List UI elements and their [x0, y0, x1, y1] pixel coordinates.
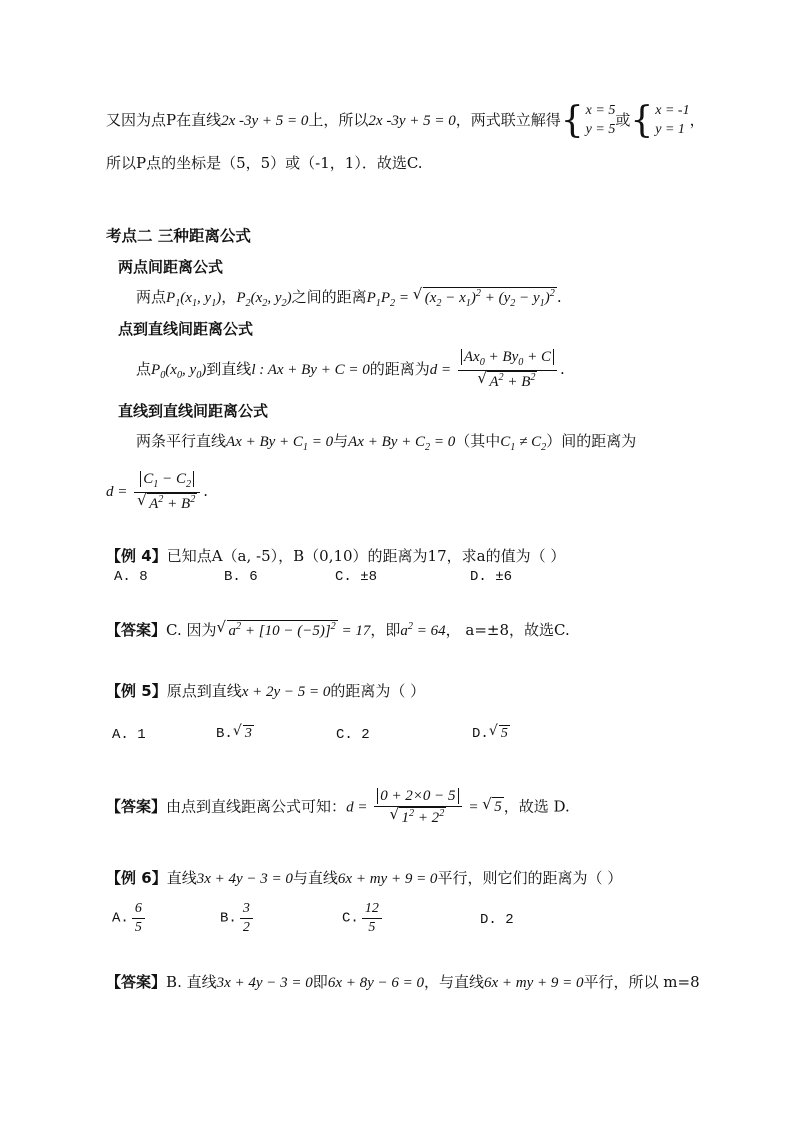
solution-conclusion: 所以P点的坐标是（5，5）或（-1，1）．故选C.	[106, 154, 423, 172]
point-line-distance-formula: 点$P_0(x_0$, $y_0$)到直线l : Ax + By + C = 0的距离为d = $Ax_0 + By_0 + C$ √ $A^2 + B^2$ .	[136, 349, 565, 390]
math-line-equation: 2x -3y + 5 = 0	[221, 112, 309, 129]
section-heading: 考点二 三种距离公式	[106, 227, 251, 245]
option-d: D. √ 5	[472, 723, 508, 742]
distance-fraction: $Ax_0 + By_0 + C$ √ $A^2 + B^2$	[458, 348, 557, 392]
system-brace: {	[630, 99, 654, 141]
sqrt-expression: √ $a^2 + [10 - (-5)]^2$	[216, 618, 336, 639]
example-5-question: 【例 5】原点到直线x + 2y − 5 = 0的距离为（ ）	[106, 682, 426, 700]
subsection-title-line-line: 直线到直线间距离公式	[118, 402, 269, 420]
example-6-answer: 【答案】B. 直线3x + 4y − 3 = 0即6x + 8y − 6 = 0，与直线6x + my + 9 = 0平行，所以 m=8	[106, 973, 700, 991]
option-b: B. √ 3	[216, 723, 252, 742]
parallel-lines-statement: 两条平行直线$Ax + By + C_1 = 0$与$Ax + By + C_2 = 0$（其中$C_1 \ne C_2$）间的距离为	[136, 432, 637, 453]
math-line-equation: 2x -3y + 5 = 0	[368, 112, 456, 129]
solution-system-2: x = -1 y = 1	[655, 103, 690, 137]
option-b: B. 6	[224, 569, 258, 585]
example-5-answer: 【答案】由点到直线距离公式可知：d = 0 + 2×0 − 5 √ $1^2 + 2^2$ = √ 5 ，故选 D.	[106, 788, 570, 826]
option-c: C. $\frac{12}{5}$	[342, 900, 385, 936]
option-a: A. $\frac{6}{5}$	[112, 900, 148, 936]
line-line-distance-formula: d = $C_1 - C_2$ √ $A^2 + B^2$ .	[106, 471, 209, 512]
example-4-answer: 【答案】C. 因为 √ $a^2 + [10 - (-5)]^2 = 17$，即$a^2 = 64$， a=±8，故选C.	[106, 618, 570, 639]
option-a: A. 1	[112, 727, 146, 743]
example-4-question: 【例 4】已知点A（a, -5），B（0,10）的距离为17，求a的值为（ ）	[106, 547, 566, 565]
system-brace: {	[560, 99, 584, 141]
subsection-title-point-line: 点到直线间距离公式	[118, 320, 254, 338]
sqrt-expression: √ $(x_2 - x_1)^2 + (y_2 - y_1)^2$	[412, 285, 555, 309]
subsection-title-two-points: 两点间距离公式	[118, 258, 224, 276]
solution-system-1: x = 5 y = 5	[585, 103, 616, 137]
option-d: D. 2	[480, 912, 514, 928]
solution-continuation: 又因为点P在直线2x -3y + 5 = 0上，所以2x -3y + 5 = 0，两式联立解得{ x = 5 y = 5 或{ x = -1 y = 1 ，	[106, 99, 705, 141]
option-d: D. ±6	[470, 569, 513, 585]
option-c: C. ±8	[335, 569, 378, 585]
example-6-question: 【例 6】直线3x + 4y − 3 = 0与直线6x + my + 9 = 0平行，则它们的距离为（ ）	[106, 869, 623, 887]
distance-fraction: 0 + 2×0 − 5 √ $1^2 + 2^2$	[374, 787, 461, 828]
option-b: B. $\frac{3}{2}$	[220, 900, 256, 936]
two-point-distance-formula: 两点$P_1(x_1$, $y_1$)，$P_2(x_2$, $y_2$)之间的距离$P_1P_2$ = √ $(x_2 - x_1)^2 + (y_2 - y_1)^2$ .	[136, 285, 562, 309]
option-c: C. 2	[336, 727, 370, 743]
option-a: A. 8	[114, 569, 148, 585]
distance-fraction: $C_1 - C_2$ √ $A^2 + B^2$	[134, 470, 200, 514]
